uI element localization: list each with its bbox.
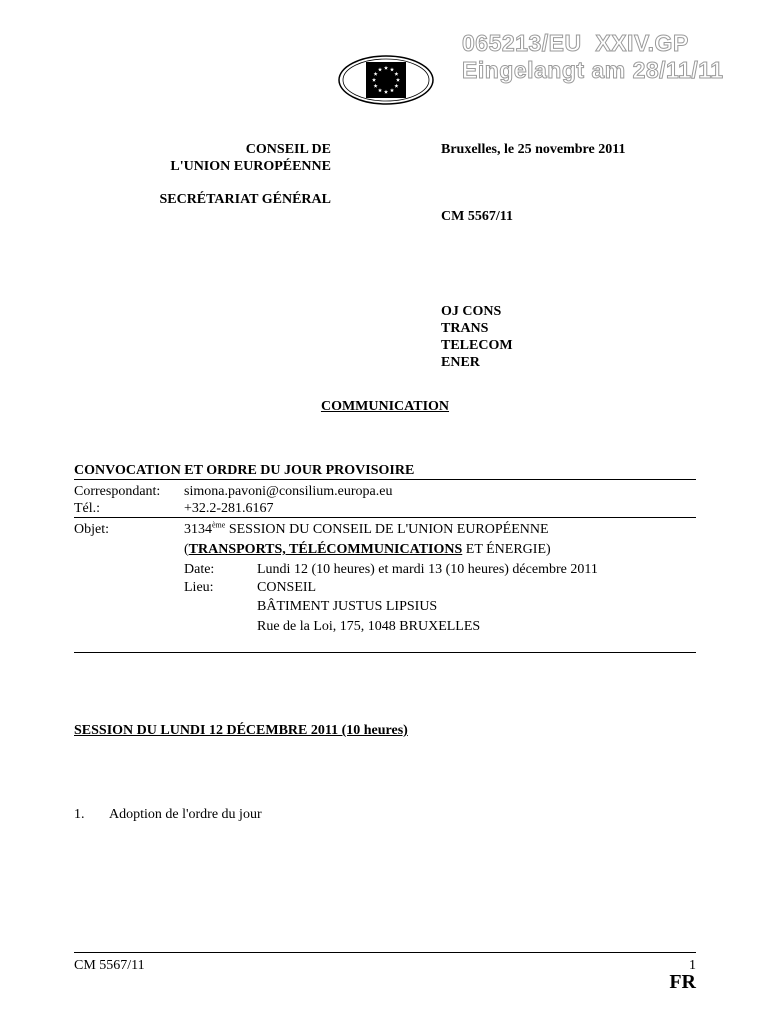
divider bbox=[74, 652, 696, 653]
correspondant-email: simona.pavoni@consilium.europa.eu bbox=[184, 484, 393, 499]
council-name bbox=[120, 141, 331, 175]
distribution-codes bbox=[441, 303, 513, 371]
stamp-line-2: Eingelangt am 28/11/11 bbox=[462, 57, 724, 83]
objet-line-2 bbox=[184, 541, 551, 558]
council-name-line-2: L'UNION EUROPÉENNE bbox=[170, 159, 331, 174]
session-heading: SESSION DU LUNDI 12 DÉCEMBRE 2011 (10 heures) bbox=[74, 723, 408, 738]
divider bbox=[74, 517, 696, 518]
lieu-label: Lieu: bbox=[184, 580, 214, 595]
eu-flag-emblem-icon bbox=[337, 54, 435, 106]
registration-stamp bbox=[462, 30, 762, 84]
distribution-code: TELECOM bbox=[441, 338, 513, 353]
correspondant-label: Correspondant: bbox=[74, 484, 161, 499]
date-label: Date: bbox=[184, 562, 215, 577]
footer-page-number: 1 bbox=[689, 958, 696, 973]
objet-line-1 bbox=[184, 521, 549, 538]
stamp-line-1: 065213/EU XXIV.GP bbox=[462, 30, 689, 56]
communication-title: COMMUNICATION bbox=[320, 399, 450, 414]
lieu-line: Rue de la Loi, 175, 1048 BRUXELLES bbox=[257, 619, 481, 634]
council-name-line-1: CONSEIL DE bbox=[245, 142, 331, 157]
distribution-code: TRANS bbox=[441, 321, 489, 336]
lieu-line: CONSEIL bbox=[257, 580, 317, 595]
place-date: Bruxelles, le 25 novembre 2011 bbox=[441, 142, 626, 157]
distribution-code: ENER bbox=[441, 355, 480, 370]
divider bbox=[74, 479, 696, 480]
lieu-line: BÂTIMENT JUSTUS LIPSIUS bbox=[257, 599, 438, 614]
agenda-item-number: 1. bbox=[74, 807, 85, 822]
agenda-item-text: Adoption de l'ordre du jour bbox=[109, 807, 262, 822]
objet-label: Objet: bbox=[74, 522, 109, 537]
objet-line-1-text: SESSION DU CONSEIL DE L'UNION EUROPÉENNE bbox=[225, 522, 549, 537]
tel-label: Tél.: bbox=[74, 501, 101, 516]
tel-value: +32.2-281.6167 bbox=[184, 501, 274, 516]
distribution-code: OJ CONS bbox=[441, 304, 502, 319]
objet-line-2-text: ET ÉNERGIE) bbox=[462, 542, 551, 557]
footer-language: FR bbox=[669, 971, 696, 993]
objet-subject-bold: TRANSPORTS, TÉLÉCOMMUNICATIONS bbox=[188, 542, 463, 557]
date-value: Lundi 12 (10 heures) et mardi 13 (10 heures) décembre 2011 bbox=[257, 562, 598, 577]
footer-divider bbox=[74, 952, 696, 953]
document-reference: CM 5567/11 bbox=[441, 209, 513, 224]
session-number: 3134 bbox=[184, 522, 212, 537]
convocation-heading: CONVOCATION ET ORDRE DU JOUR PROVISOIRE bbox=[74, 463, 415, 478]
footer-document-reference: CM 5567/11 bbox=[74, 958, 145, 973]
secretariat-name: SECRÉTARIAT GÉNÉRAL bbox=[159, 192, 331, 207]
objet-paren: ( bbox=[184, 542, 189, 557]
session-number-suffix: ème bbox=[212, 520, 226, 530]
